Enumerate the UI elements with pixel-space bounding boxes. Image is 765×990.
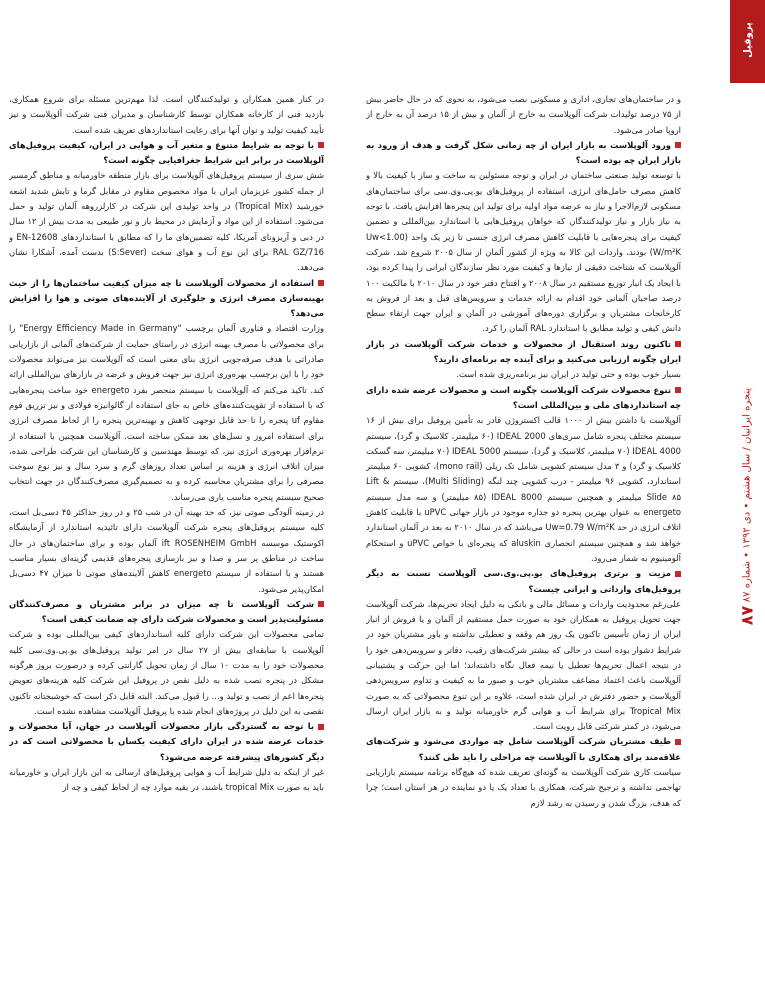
question-text: استفاده از محصولات آلوپلاست تا چه میزان کیفیت ساختمان‌ها را از حیث بهینه‌سازی مصرف انرژی و جلوگیری از آلاینده‌های صوتی و هوا را افزایش می‌دهد؟	[9, 277, 324, 319]
question-bullet-icon	[675, 341, 681, 347]
answer-paragraph: تمامی محصولات این شرکت دارای کلیه استانداردهای کیفی بین‌المللی بوده و شرکت آلوپلاست با سابقه‌ای بیش از ۲۷ سال در امر تولید پروفیل‌های یو.پی.وی.سی کلیه محصولات خود را به مدت ۱۰ سال از زمان تحویل گارانتی کرده و درصورت بروز هرگونه مشکل در پنجره نصب شده به دلیل نقص در پروفیل این شرکت کلیه هزینه‌های تعویض پنجره‌ها اعم از نصب و تولید و... را قبول می‌کند. البته قابل ذکر است که خوشبختانه تاکنون نقصی به این دلیل در پروژه‌های انجام شده با پروفیل آلوپلاست مشاهده نشده است.	[9, 629, 324, 716]
answer-paragraph: در کنار همین همکاران و تولیدکنندگان است. لذا مهم‌ترین مسئله برای شروع همکاری، بازدید فنی از کارخانه همکاران توسط کارشناسان و مدیران فنی شرکت آلوپلاست و نیز تأیید کیفیت تولید و توان آنها برای رعایت استانداردهای تعریف شده است.	[9, 94, 324, 135]
interview-question	[9, 276, 324, 322]
answer-paragraph: غیر از اینکه به دلیل شرایط آب و هوایی پروفیل‌های ارسالی به این بازار ایران و خاورمیانه باید به صورت tropical Mix باشند، در بقیه موارد چه از لحاظ کیفی و چه از	[9, 767, 324, 793]
question-text: تنوع محصولات شرکت آلوپلاست چگونه است و محصولات عرضه شده دارای چه استانداردهای ملی و بین‌المللی است؟	[366, 384, 681, 410]
interview-question	[9, 138, 324, 169]
answer-paragraph: وزارت اقتصاد و فناوری آلمان برچسب "Energy Efficiency Made in Germany" را برای محصولاتی با مصرف بهینه انرژی در راستای حمایت از شرکت‌های آلمانی از بازاریابی صادراتی با هدف صرفه‌جویی انرژی بنای معنی است که آلوپلاست نیز می‌تواند محصولات خود را با این برچسب بهره‌وری انرژی نیز جهت فروش و عرضه در بازارهای بین‌المللی ارائه کند. تاکید می‌کنم که آلوپلاست با سیستم منحصر بفرد energeto خود ساخت پنجره‌هایی که با استفاده از تقویت‌کننده‌های خاص به جای استفاده از گالوانیزه فولادی و نیز تزریق فوم مقاوم uf پنجره را تا حد قابل توجهی کاهش و بهینه‌ترین پنجره را از لحاظ مصرف انرژی برای استفاده امروز و نسل‌های بعد ممکن ساخته است. آلوپلاست همچنین با استفاده از نرم‌افزار بهره‌وری انرژی نیز، که توسط مهندسین و کارشناسان این شرکت طراحی شده، میزان اتلاف انرژی و هزینه بر اساس تعداد روزهای گرم و سرد سال و نیز نوع سوخت مصرفی را برای مشتریان محاسبه کرده و به تصمیم‌گیری مصرف‌کنندگان در جهت انتخاب صحیح سیستم پنجره مناسب یاری می‌رساند.	[9, 323, 324, 502]
section-tab-label: پروفیل	[742, 22, 753, 58]
article-column-right	[366, 92, 681, 988]
interview-question	[366, 337, 681, 368]
question-text: ورود آلوپلاست به بازار ایران از چه زمانی شکل گرفت و هدف از ورود به بازار ایران چه بوده است؟	[366, 139, 681, 166]
question-bullet-icon	[318, 280, 324, 286]
question-text: شرکت آلوپلاست تا چه میزان در برابر مشتریان و مصرف‌کنندگان مسئولیت‌پذیر است و محصولات شرکت دارای چه ضمانت کیفی است؟	[9, 598, 324, 625]
interview-question	[366, 383, 681, 414]
question-bullet-icon	[675, 142, 681, 148]
answer-paragraph: آلوپلاست با داشتن بیش از ۱۰۰۰ قالب اکستروژن قادر به تأمین پروفیل برای بیش از ۱۶ سیستم مختلف پنجره شامل سری‌های IDEAL 2000 (۶۰ میلیمتر، کلاسیک و گرد)، سیستم IDEAL 4000 (۷۰ میلیمتر، کلاسیک و گرد)، سیستم IDEAL 5000 (۷۰ میلیمتر، سه گسکت کلاسیک و گرد) و ۳ مدل سیستم کشویی شامل تک ریلی (mono rail)، کشویی ۶۰ میلیمتر استاندارد، کشویی ۹۶ میلیمتر - درب کشویی چند لنگه (Multi Sliding)، سیستم Lift & Slide ۸۵ میلیمتر و همچنین سیستم IDEAL 8000 (۸۵ میلیمتر) و سه مدل سیستم energeto به عنوان بهترین پنجره دو جداره موجود در بازار جهانی uPVC با قابلیت کاهش اتلاف انرژی در حد Uw=0.79 W/m²K می‌باشد که در سال ۲۰۱۰ به بعد در آلمان استاندارد خواهد شد و همچنین سیستم انحصاری aluskin که پنجره‌ای با خواص uPVC و استحکام آلومینیوم به شمار می‌رود.	[366, 415, 681, 563]
question-bullet-icon	[675, 739, 681, 745]
interview-question	[366, 734, 681, 765]
answer-paragraph: بسیار خوب بوده و حتی تولید در ایران نیز برنامه‌ریزی شده است.	[456, 369, 681, 380]
question-text: تاکنون روند استقبال از محصولات و خدمات شرکت آلوپلاست در بازار ایران چگونه ارزیابی می‌کنید و برای آینده چه برنامه‌ای دارید؟	[366, 338, 681, 365]
interview-question	[9, 597, 324, 628]
question-text: با توجه به گستردگی بازار محصولات آلوپلاست در جهان، آیا محصولات و خدمات عرضه شده در ایران دارای کیفیت یکسان با محصولاتی است که در دیگر کشورهای پیشرفته عرضه می‌شود؟	[9, 721, 324, 762]
answer-paragraph: با توسعه تولید صنعتی ساختمان در ایران و توجه مسئولین به ساخت و ساز با کیفیت بالا و کاهش مصرف حامل‌های انرژی، استفاده از پروفیل‌های یو.پی.وی.سی برای ساختمان‌های مسکونی لازم‌الاجرا و نیاز به عرضه مواد اولیه برای تولید این پنجره‌ها افزایش یافت. با توجه به نیاز بازار و نیاز تولیدکنندگان که خواهان پروفیل‌هایی با استاندارد بین‌المللی و تضمین کیفیت برای پنجره‌هایی با قابلیت کاهش مصرف انرژی جنسی تا زیر یک واحد (Uw<1.00 W/m²K) بودند، واردات این کالا به ویژه از کشور آلمان از سال ۲۰۰۵ شروع شد. شرکت آلوپلاست که شناخت دقیقی از نیازها و کیفیت مورد نظر سازندگان ایرانی را پیدا کرده بود، با ایجاد یک انبار توزیع مستقیم در سال ۲۰۰۸ و افتتاح دفتر خود در سال ۲۰۱۰ با مالکیت ۱۰۰ درصد صاحبان آلمانی خود اقدام به ارائه خدمات و سرویس‌های قبل و بعد از فروش به کارخانجات مشتریان و برگزاری دوره‌های آموزشی در آلمان و ایران جهت ارتقاء سطح دانش کیفی و تولید مطابق با استاندارد RAL آلمان را کرد.	[366, 170, 681, 334]
interview-question	[9, 719, 324, 765]
section-tab	[730, 0, 765, 83]
question-bullet-icon	[318, 142, 324, 148]
question-bullet-icon	[318, 724, 324, 730]
question-text: طیف مشتریان شرکت آلوپلاست شامل چه مواردی می‌شود و شرکت‌های علاقه‌مند برای همکاری با آلوپلاست چه مراحلی را باید طی کنند؟	[366, 736, 681, 762]
answer-paragraph: در زمینه آلودگی صوتی نیز، که حد بهینه آن در شب ۲۵ و در روز حداکثر ۴۵ دسی‌بل است، کلیه سیستم پروفیل‌های پنجره شرکت آلوپلاست دارای تائیدیه استاندارد از آزمایشگاه اکوستیک موسسه ift ROSENHEIM GmbH آلمان بوده و برای ساختمان‌های در حال ساخت در مناطق پر سر و صدا و نیز بازسازی پنجره‌های قدیمی گزینه‌ای بسیار مناسب هستند و با استفاده از سیستم energeto کاهش آلاینده‌های صوتی تا میزان ۴۷ دسی‌بل امکان‌پذیر می‌شود.	[9, 507, 324, 594]
answer-paragraph: شش سری از سیستم پروفیل‌های آلوپلاست برای بازار منطقه خاورمیانه و مناطق گرمسیر از جمله کشور عزیزمان ایران با مواد مخصوص مقاوم در مقابل گرما و تابش شدید اشعه خورشید (Tropical Mix) در واحد تولیدی این شرکت در کارلزروهه آلمان تولید و حمل می‌شود. استفاده از این مواد و آزمایش در محیط باز و نور طبیعی به مدت بیش از ۱۲ سال در دبی و آریزونای آمریکا، کلیه تضمین‌های ما را که مطابق با استانداردهای EN-12608 و RAL GZ/716 برای این نوع آب و هوای سخت (S:Sever) بدست آمده، آشکارا نشان می‌دهد.	[9, 170, 324, 273]
question-bullet-icon	[675, 571, 681, 577]
question-text: با توجه به شرایط متنوع و متغیر آب و هوایی در ایران، کیفیت پروفیل‌های آلوپلاست در برابر این شرایط جغرافیایی چگونه است؟	[9, 139, 324, 166]
page-number: ۸۷	[737, 605, 757, 626]
interview-question	[366, 566, 681, 597]
question-bullet-icon	[318, 601, 324, 607]
answer-paragraph: و در ساختمان‌های تجاری، اداری و مسکونی نصب می‌شود، به نحوی که در حال حاضر بیش از ۷۵ درصد تولیدات شرکت آلوپلاست به خارج از آلمان و بیش از ۱۵ درصد آن به خارج از اروپا صادر می‌شود.	[366, 94, 681, 135]
question-text: مزیت و برتری پروفیل‌های یو.پی.وی.سی آلوپلاست نسبت به دیگر پروفیل‌های وارداتی و ایرانی چیست؟	[366, 568, 681, 594]
running-footer-text: پنجره ایرانیان / سال هشتم • دی ۱۳۹۲ • شماره ۸۷	[741, 387, 753, 603]
question-bullet-icon	[675, 387, 681, 393]
answer-paragraph: سیاست کاری شرکت آلوپلاست به گونه‌ای تعریف شده که هیچ‌گاه برنامه سیستم بازاریابی تهاجمی نداشته و ترجیح شرکت، همکاری با تعداد یک یا دو نماینده در هر استان است؛ چرا که هدف، بزرگ شدن و رسیدن به رشد لازم	[366, 767, 681, 808]
interview-question	[366, 138, 681, 169]
answer-paragraph: علی‌رغم محدودیت واردات و مسائل مالی و بانکی به دلیل ایجاد تحریم‌ها، شرکت آلوپلاست جهت تحویل پروفیل به همکاران خود به صورت حمل مستقیم از آلمان و یا فروش از انبار ایران از زمان تأسیس تاکنون یک روز هم وقفه و تعطیلی نداشته و باور مشتریان خود در شرایط دشوار بوده است در حالی که بیشتر شرکت‌های رقیب، دفاتر و سرویس‌دهی خود را در نتیجه اعمال تحریم‌ها تعطیل یا نیمه فعال نگاه داشته‌اند؛ اما این حرکت و پشتیبانی آلوپلاست باعث اعتماد مضاعف مشتریان خوب و صبور ما به کیفیت و تداوم سرویس‌دهی آلوپلاست و حضور دفترش در ایران شده است، علاوه بر این تنوع محصولاتی که به صورت Tropical Mix برای شرایط آب و هوایی گرم خاورمیانه تولید و به بازار ایران ارسال می‌شود، در کمتر شرکتی قابل رویت است.	[366, 598, 681, 732]
article-column-left	[9, 92, 324, 988]
